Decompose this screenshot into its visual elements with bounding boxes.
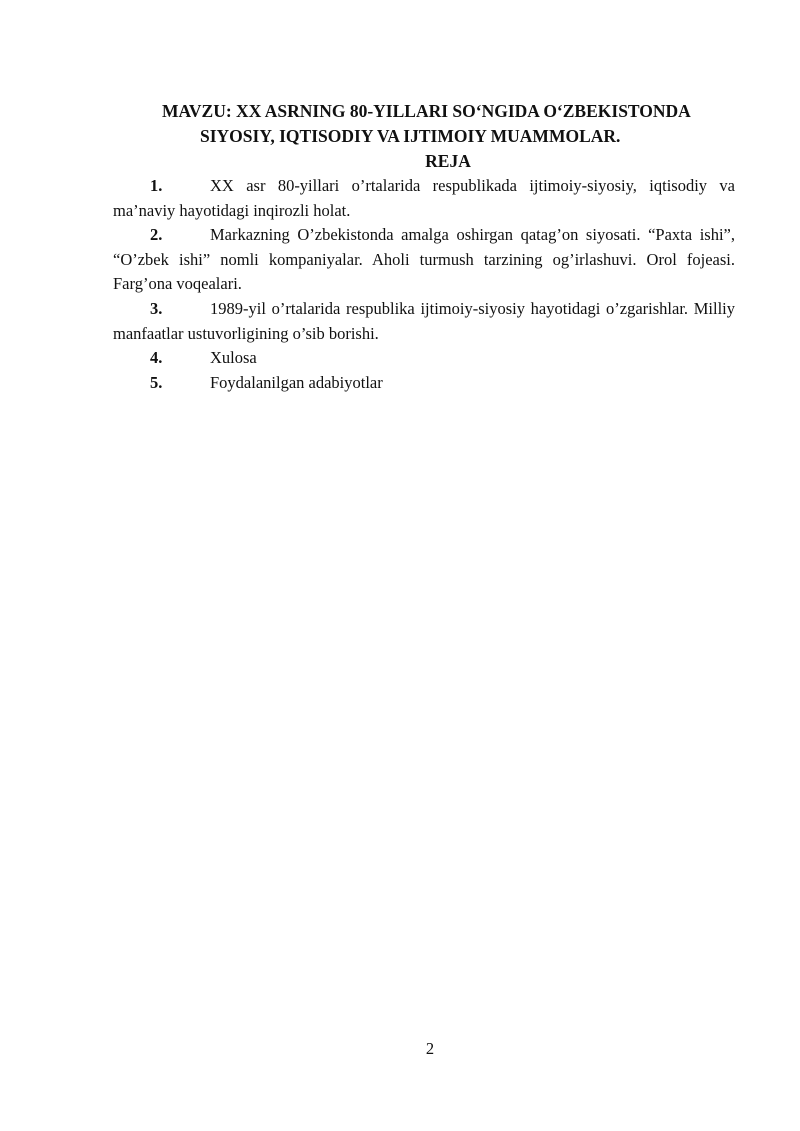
plan-item-number: 1. (150, 176, 163, 195)
plan-item-3 (113, 297, 735, 346)
page-number: 2 (425, 1039, 435, 1058)
plan-heading: REJA (425, 151, 471, 171)
plan-item-1 (113, 174, 735, 223)
plan-item-number: 5. (150, 372, 163, 392)
plan-item-text: XX asr 80-yillari o’rtalarida respublikada ijtimoiy-siyosiy, iqtisodiy va ma’naviy hayotidagi inqirozli holat. (113, 176, 735, 220)
plan-item-text: Foydalanilgan adabiyotlar (210, 372, 383, 392)
plan-item-5 (113, 371, 735, 396)
plan-item-number: 2. (150, 225, 163, 245)
plan-item-number: 4. (150, 348, 163, 368)
plan-item-text: 1989-yil o’rtalarida respublika ijtimoiy-siyosiy hayotidagi o’zgarishlar. Milliy manfaatlar ustuvorligining o’sib borishi. (113, 298, 735, 343)
document-title (110, 99, 754, 149)
title-line-1: MAVZU: XX ASRNING 80-YILLARI SO‘NGIDA O‘ZBEKISTONDA (162, 101, 691, 121)
plan-item-4 (113, 346, 735, 371)
plan-item-2 (113, 223, 735, 297)
plan-list (113, 174, 735, 395)
plan-item-number: 3. (150, 298, 163, 318)
plan-item-text: Markazning O’zbekistonda amalga oshirgan qatag’on siyosati. “Paxta ishi”, “O’zbek ishi” nomli kompaniyalar. Aholi turmush tarzining og’irlashuvi. Orol fojeasi. Farg’ona voqealari. (113, 225, 735, 294)
plan-item-text: Xulosa (210, 348, 257, 368)
title-line-2: SIYOSIY, IQTISODIY VA IJTIMOIY MUAMMOLAR. (200, 126, 621, 146)
